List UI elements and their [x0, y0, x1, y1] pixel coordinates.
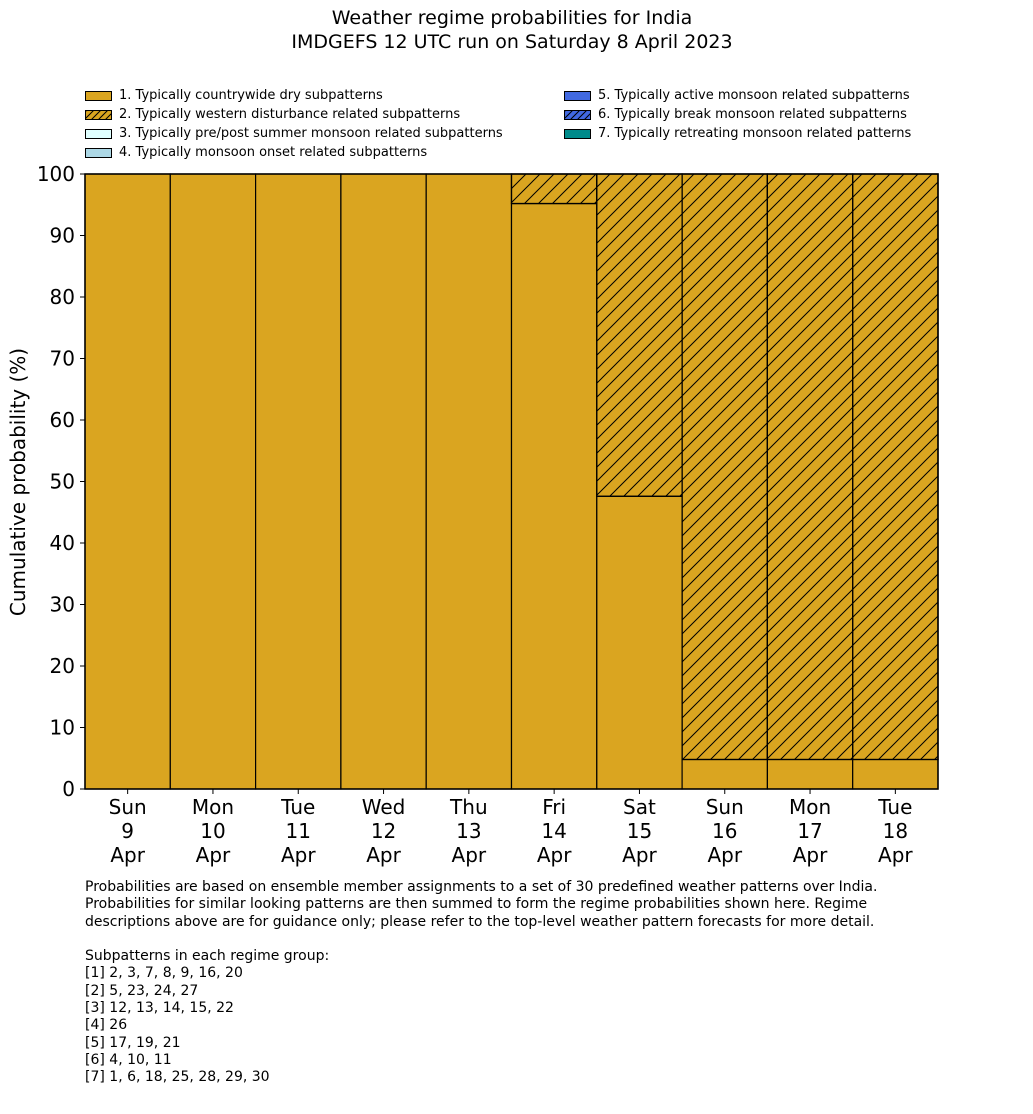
x-tick-label: Fri 14 Apr: [536, 795, 572, 867]
group-line-3: [3] 12, 13, 14, 15, 22: [85, 1000, 234, 1017]
legend-label-7: 7. Typically retreating monsoon related patterns: [598, 126, 912, 141]
y-tick-label: 90: [49, 223, 75, 248]
y-tick-label: 10: [49, 715, 75, 740]
x-tick-label: Mon 10 Apr: [191, 795, 235, 867]
bar-segment-9-series-1: [767, 759, 852, 789]
chart-title-line-2: IMDGEFS 12 UTC run on Saturday 8 April 2023: [291, 31, 733, 53]
group-line-7: [7] 1, 6, 18, 25, 28, 29, 30: [85, 1069, 270, 1086]
bar-segment-3-series-1: [256, 174, 341, 789]
bar-hatch-10-series-2: [853, 174, 938, 759]
group-line-4: [4] 26: [85, 1017, 128, 1034]
bar-segment-5-series-1: [426, 174, 511, 789]
y-tick-label: 80: [49, 285, 75, 309]
group-line-5: [5] 17, 19, 21: [85, 1034, 181, 1051]
legend-label-6: 6. Typically break monsoon related subpatterns: [598, 107, 907, 122]
footnotes: [85, 879, 1005, 1087]
bar-hatch-7-series-2: [597, 174, 682, 496]
x-tick-label: Sat 15 Apr: [622, 795, 657, 867]
bar-segment-1-series-1: [85, 174, 170, 789]
legend-label-5: 5. Typically active monsoon related subpatterns: [598, 88, 910, 103]
y-tick-label: 30: [49, 592, 75, 617]
y-tick-label: 0: [62, 777, 75, 801]
y-tick-label: 100: [36, 162, 75, 186]
bar-segment-4-series-1: [341, 174, 426, 789]
x-tick-label: Tue 18 Apr: [878, 795, 913, 867]
y-tick-label: 40: [49, 531, 75, 555]
x-tick-label: Sun 16 Apr: [705, 795, 744, 867]
y-tick-label: 60: [49, 408, 75, 432]
group-line-2: [2] 5, 23, 24, 27: [85, 982, 199, 999]
bar-hatch-8-series-2: [682, 174, 767, 759]
group-line-1: [1] 2, 3, 7, 8, 9, 16, 20: [85, 965, 243, 982]
note-line-2: Probabilities for similar looking patterns are then summed to form the regime probabilities shown here. Regime: [85, 896, 868, 913]
chart-title-line-1: Weather regime probabilities for India: [331, 7, 693, 29]
bar-segment-10-series-1: [853, 759, 938, 789]
note-line-1: Probabilities are based on ensemble member assignments to a set of 30 predefined weather patterns over India.: [85, 879, 878, 895]
legend-label-2: 2. Typically western disturbance related subpatterns: [119, 107, 461, 122]
bar-segment-8-series-1: [682, 759, 767, 789]
x-tick-label: Thu 13 Apr: [450, 795, 488, 867]
x-tick-label: Mon 17 Apr: [788, 795, 832, 867]
y-tick-label: 70: [49, 346, 75, 371]
y-tick-label: 20: [49, 654, 75, 678]
legend-label-3: 3. Typically pre/post summer monsoon related subpatterns: [119, 126, 503, 141]
group-line-6: [6] 4, 10, 11: [85, 1051, 172, 1068]
y-axis-label: Cumulative probability (%): [6, 347, 30, 617]
bar-segment-7-series-1: [597, 496, 682, 789]
bar-segment-6-series-1: [512, 204, 597, 789]
note-line-3: descriptions above are for guidance only; please refer to the top-level weather pattern forecasts for more detail.: [85, 913, 875, 930]
bars-layer: [85, 174, 938, 789]
x-tick-label: Wed 12 Apr: [361, 795, 406, 867]
y-tick-label: 50: [49, 469, 75, 494]
groups-heading: Subpatterns in each regime group:: [85, 948, 330, 965]
legend-label-1: 1. Typically countrywide dry subpatterns: [119, 88, 383, 103]
legend-label-4: 4. Typically monsoon onset related subpatterns: [119, 145, 428, 160]
bar-hatch-9-series-2: [767, 174, 852, 759]
bar-segment-2-series-1: [170, 174, 255, 789]
bar-hatch-6-series-2: [512, 174, 597, 204]
x-tick-label: Tue 11 Apr: [280, 795, 316, 867]
x-tick-label: Sun 9 Apr: [108, 795, 147, 867]
